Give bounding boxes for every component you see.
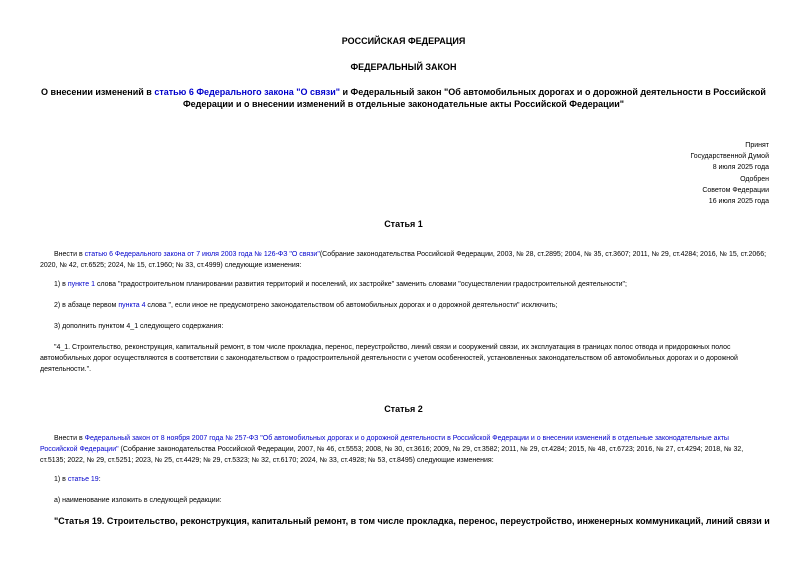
state-heading: РОССИЙСКАЯ ФЕДЕРАЦИЯ — [341, 36, 466, 46]
article-2-intro — [40, 433, 767, 466]
article-2-quote-start: "Статья 19. Строительство, реконструкция, капитальный ремонт, в том числе прокладка, перенос, переустройство, инженерных коммуникаций, линий связи и — [54, 516, 770, 526]
article-1-quote: "4_1. Строительство, реконструкция, капитальный ремонт, в том числе прокладка, перенос, переустройство, линий связи и сооружений связи, их эксплуатация в границах полос отвода и придорожных полос автомобильных дорог осуществляются в соответствии с законодательством о градостроительной деятельности с учетом особенностей, установленных законодательством об автомобильных дорогах и о дорожной деятельности.". — [40, 344, 738, 373]
adoption-line: Одобрен — [740, 175, 769, 183]
text-segment: : — [98, 476, 101, 483]
adoption-block — [690, 140, 769, 207]
text-segment: (Собрание законодательства Российской Федерации, 2003, № 28, ст.2895; 2004, № 35, ст.3607; 2011, № 29, ст.4284; 2016, № 15, ст.2066; 2020, № 42, ст.6525; 2024, № 15, ст.1960; № 33, ст.4999) следующие изменения: — [40, 251, 767, 269]
article-1-item-1 — [40, 279, 767, 290]
article-2-item-1-link[interactable]: статье 19 — [67, 476, 99, 483]
article-2-item-1 — [40, 474, 767, 485]
law-title — [40, 86, 767, 110]
article-1-item-2 — [40, 300, 767, 311]
article-2-item-1a: а) наименование изложить в следующей редакции: — [54, 497, 222, 504]
article-1-item-1-link[interactable]: пункте 1 — [67, 281, 95, 288]
law-title-part1: О внесении изменений в — [41, 87, 155, 97]
article-1-item-2-link[interactable]: пункта 4 — [118, 302, 146, 309]
adoption-line: Государственной Думой — [690, 153, 769, 161]
text-segment: 2) в абзаце первом — [54, 302, 119, 309]
adoption-line: 8 июля 2025 года — [712, 164, 769, 172]
text-segment: Внести в — [54, 435, 85, 442]
law-title-part2: и Федеральный закон "Об автомобильных дорогах и о дорожной деятельности в Российской Федерации и о внесении изменений в отдельные законодательные акты Российской Федерации" — [182, 87, 766, 109]
text-segment: 1) в — [54, 476, 68, 483]
adoption-line: Советом Федерации — [702, 186, 769, 194]
adoption-line: 16 июля 2025 года — [708, 198, 769, 206]
article-1-heading: Статья 1 — [384, 219, 423, 229]
article-2-intro-link[interactable]: Федеральный закон от 8 ноября 2007 года № 257-ФЗ "Об автомобильных дорогах и о дорожной деятельности в Российской Федерации и о внесении изменений в отдельные законодательные акты Российской Федерации" — [40, 435, 729, 453]
law-title-link[interactable]: статью 6 Федерального закона "О связи" — [154, 87, 340, 97]
text-segment: (Собрание законодательства Российской Федерации, 2007, № 46, ст.5553; 2008, № 30, ст.3616; 2009, № 29, ст.3582; 2011, № 29, ст.4284; 2015, № 48, ст.6723; 2016, № 27, ст.4294; 2018, № 32, ст.5135; 2022, № 29, ст.5251; 2023, № 25, ст.4429; № 29, ст.5323; № 32, ст.6170; 2024, № 33, ст.4928; № 53, ст.8495) следующие изменения: — [40, 446, 744, 464]
article-1-item-3: 3) дополнить пунктом 4_1 следующего содержания: — [54, 323, 224, 330]
article-1-intro — [40, 249, 767, 271]
adoption-line: Принят — [745, 142, 769, 149]
text-segment: слова "градостроительном планировании развития территорий и поселений, их застройке" заменить словами "осуществлении градостроительной деятельности"; — [95, 281, 627, 288]
text-segment: 1) в — [54, 281, 68, 288]
text-segment: Внести в — [54, 251, 85, 258]
law-type-heading: ФЕДЕРАЛЬНЫЙ ЗАКОН — [350, 62, 457, 72]
article-2-heading: Статья 2 — [384, 404, 423, 414]
article-1-intro-link[interactable]: статью 6 Федерального закона от 7 июля 2003 года № 126-ФЗ "О связи" — [84, 251, 320, 258]
text-segment: слова ", если иное не предусмотрено законодательством об автомобильных дорогах и о дорожной деятельности" исключить; — [145, 302, 558, 309]
